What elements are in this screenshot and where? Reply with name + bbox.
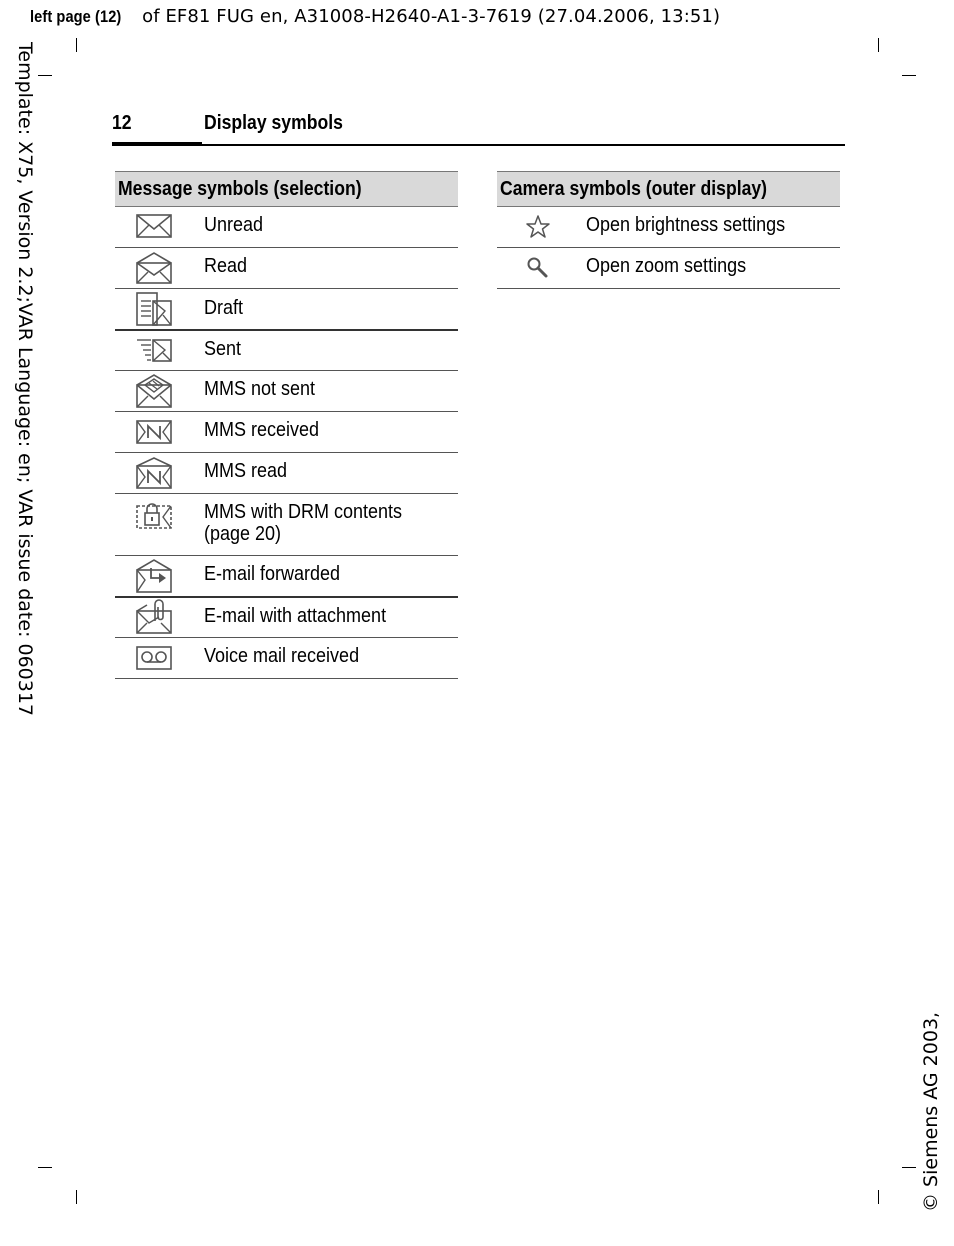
magnifier-icon bbox=[526, 256, 566, 280]
template-side-text bbox=[6, 42, 38, 742]
file-header-page: left page (12) bbox=[30, 7, 122, 26]
row-label-reference: (page 20) bbox=[204, 523, 282, 545]
crop-mark bbox=[878, 1190, 879, 1204]
crop-mark bbox=[902, 1167, 916, 1168]
crop-mark bbox=[902, 75, 916, 76]
star-icon bbox=[525, 214, 565, 240]
mms-read-icon bbox=[135, 456, 175, 490]
email-attachment-icon bbox=[135, 599, 175, 635]
row-label: Open zoom settings bbox=[586, 255, 747, 277]
crop-mark bbox=[38, 1167, 52, 1168]
table-row bbox=[115, 598, 458, 638]
header-rule bbox=[112, 144, 845, 146]
email-forwarded-icon bbox=[135, 558, 175, 594]
table-row bbox=[115, 331, 458, 371]
row-label: MMS with DRM contents bbox=[204, 501, 403, 523]
crop-mark bbox=[76, 1190, 77, 1204]
row-label: MMS received bbox=[204, 419, 320, 441]
envelope-read-icon bbox=[135, 251, 175, 285]
table-row bbox=[115, 556, 458, 598]
table-heading: Camera symbols (outer display) bbox=[497, 171, 840, 207]
mms-not-sent-icon bbox=[135, 373, 175, 409]
table-heading: Message symbols (selection) bbox=[115, 171, 458, 207]
mms-received-icon bbox=[135, 419, 175, 445]
table-row bbox=[115, 494, 458, 556]
camera-symbols-table bbox=[497, 171, 840, 289]
template-info: Template: X75, Version 2.2;VAR Language: en; VAR issue date: 060317 bbox=[14, 42, 36, 717]
table-row bbox=[115, 371, 458, 412]
page-title: Display symbols bbox=[204, 112, 343, 134]
row-label: Open brightness settings bbox=[586, 214, 786, 236]
row-label: E-mail with attachment bbox=[204, 605, 387, 627]
table-row bbox=[115, 289, 458, 331]
table-row bbox=[115, 412, 458, 453]
mms-drm-icon bbox=[135, 502, 175, 530]
file-header-info: of EF81 FUG en, A31008-H2640-A1-3-7619 (27.04.2006, 13:51) bbox=[136, 6, 721, 27]
envelope-unread-icon bbox=[135, 212, 175, 240]
table-row bbox=[497, 248, 840, 289]
row-label: Unread bbox=[204, 214, 264, 236]
message-symbols-table bbox=[115, 171, 458, 679]
crop-mark bbox=[878, 38, 879, 52]
table-row bbox=[115, 207, 458, 248]
table-row bbox=[115, 248, 458, 289]
draft-icon bbox=[135, 291, 175, 327]
file-header bbox=[30, 6, 720, 28]
voicemail-icon bbox=[135, 645, 175, 671]
row-label: Voice mail received bbox=[204, 645, 360, 667]
copyright: © Siemens AG 2003, bbox=[920, 1011, 942, 1212]
page-number: 12 bbox=[112, 112, 132, 134]
row-label: Read bbox=[204, 255, 248, 277]
table-row bbox=[497, 207, 840, 248]
crop-mark bbox=[38, 75, 52, 76]
row-label: MMS not sent bbox=[204, 378, 316, 400]
row-label: MMS read bbox=[204, 460, 288, 482]
table-row bbox=[115, 453, 458, 494]
row-label: E-mail forwarded bbox=[204, 563, 341, 585]
row-label: Draft bbox=[204, 297, 244, 319]
row-label: Sent bbox=[204, 338, 242, 360]
sent-icon bbox=[135, 337, 175, 363]
table-row bbox=[115, 638, 458, 679]
crop-mark bbox=[76, 38, 77, 52]
